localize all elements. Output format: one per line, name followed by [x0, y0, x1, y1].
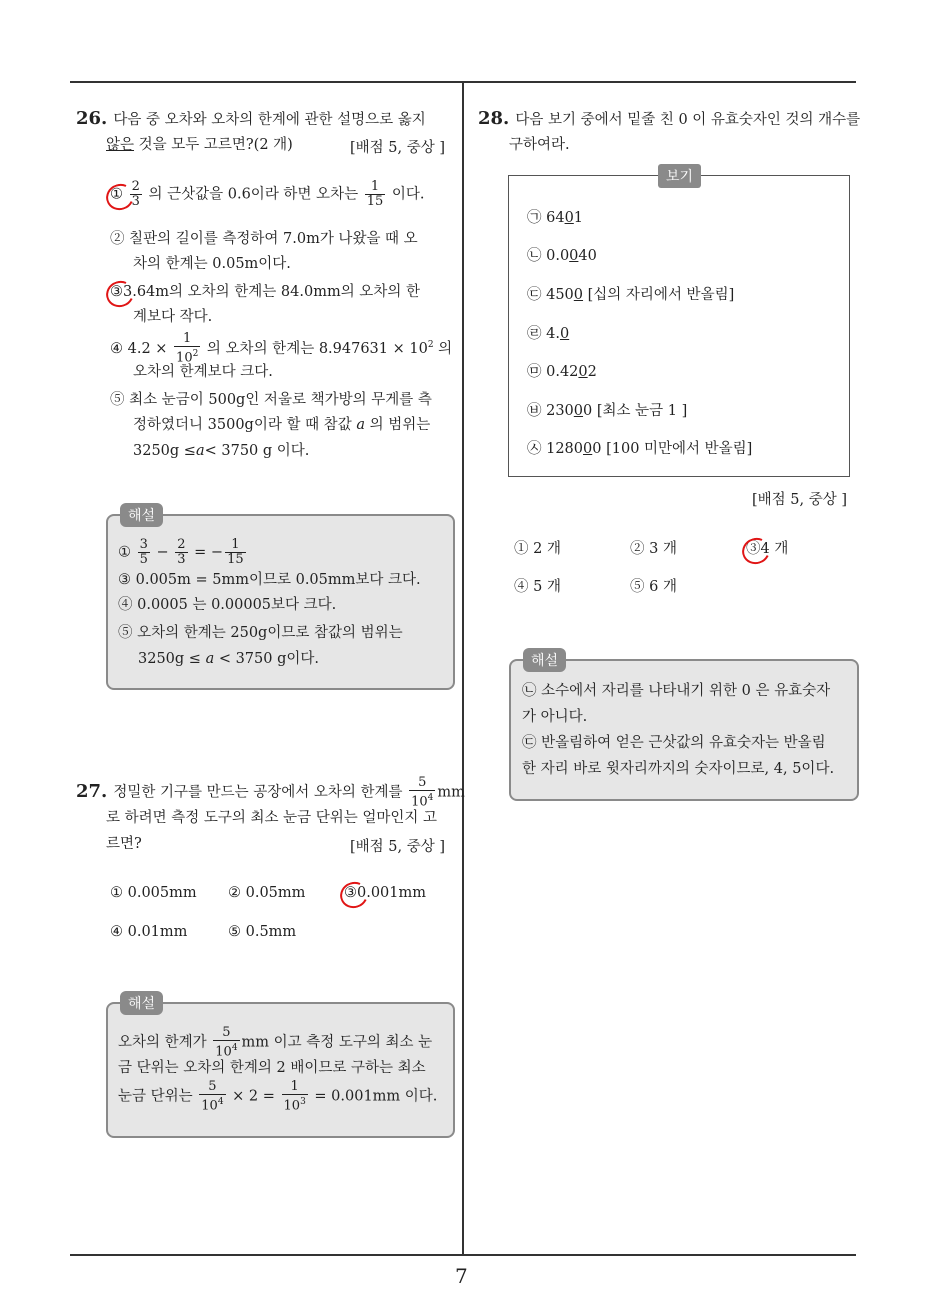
option-4[interactable]: ④ 5 개	[514, 579, 561, 595]
option-1[interactable]: ① $\frac{2}{3}$ 의 근삿값을 0.6이라 하면 오차는 $\frac{1}{15}$ 이다.	[110, 179, 425, 209]
fraction: $\frac{1}{15}$	[366, 179, 384, 209]
bogi-tag: 보기	[658, 164, 701, 188]
score-label: [배점 5, 중상 ]	[350, 839, 446, 855]
question-text: 다음 중 오차와 오차의 한계에 관한 설명으로 옳지	[113, 112, 426, 128]
solution-line: ㉢ 반올림하여 얻은 근삿값의 유효숫자는 반올림	[522, 735, 826, 751]
solution-line: ③ 0.005m = 5mm이므로 0.05mm보다 크다.	[118, 572, 421, 588]
solution-line: 가 아니다.	[522, 709, 588, 725]
solution-line: ⑤ 오차의 한계는 250g이므로 참값의 범위는	[118, 625, 403, 641]
page-number: 7	[455, 1264, 468, 1288]
question-number: 27.	[76, 780, 108, 802]
option-marker: ①	[110, 186, 123, 203]
option-1[interactable]: ① 2 개	[514, 541, 561, 557]
solution-tag: 해설	[120, 991, 163, 1015]
solution-tag: 해설	[120, 503, 163, 527]
column-divider	[462, 83, 464, 1255]
underlined-word: 않은	[106, 137, 135, 153]
option-marker: ③	[110, 284, 123, 300]
question-number: 28.	[478, 108, 510, 129]
bogi-item: ㉤ 0.4202	[527, 364, 597, 380]
option-1[interactable]: ① 0.005mm	[110, 885, 197, 901]
option-5[interactable]: ⑤ 최소 눈금이 500g인 저울로 책가방의 무게를 측	[110, 392, 432, 408]
bottom-rule	[70, 1254, 856, 1256]
option-2[interactable]: ② 0.05mm	[228, 885, 306, 901]
question-number: 26.	[76, 108, 108, 129]
bogi-item: ㉥ 23000 [최소 눈금 1 ]	[527, 403, 688, 419]
fraction: $\frac{1}{10^2}$	[176, 331, 199, 366]
solution-line: ㉡ 소수에서 자리를 나타내기 위한 0 은 유효숫자	[522, 683, 831, 699]
solution-tag: 해설	[523, 648, 566, 672]
bogi-item: ㉦ 128000 [100 미만에서 반올림]	[527, 441, 753, 457]
fraction: $\frac{5}{10^4}$	[411, 775, 434, 810]
solution-line: ④ 0.0005 는 0.00005보다 크다.	[118, 597, 337, 613]
score-label: [배점 5, 중상 ]	[752, 492, 848, 508]
option-2[interactable]: ② 3 개	[630, 541, 677, 557]
option-3[interactable]: ③0.001mm	[344, 885, 427, 901]
solution-line: 한 자리 바로 윗자리까지의 숫자이므로, 4, 5이다.	[522, 761, 835, 777]
option-4[interactable]: ④ 0.01mm	[110, 924, 188, 940]
option-2[interactable]: ② 칠판의 길이를 측정하여 7.0m가 나왔을 때 오	[110, 231, 418, 247]
question-text: 것을 모두 고르면?(2 개)	[134, 137, 293, 153]
bogi-item: ㉡ 0.0040	[527, 248, 597, 264]
option-3[interactable]: ③4 개	[746, 541, 789, 557]
bogi-item: ㉢ 4500 [십의 자리에서 반올림]	[527, 287, 735, 303]
option-3[interactable]: ③3.64m의 오차의 한계는 84.0mm의 오차의 한	[110, 284, 420, 300]
bogi-item: ㉣ 4.0	[527, 326, 570, 342]
solution-line: 금 단위는 오차의 한계의 2 배이므로 구하는 최소	[118, 1060, 426, 1076]
option-4[interactable]: ④ 4.2 × $\frac{1}{10^2}$ 의 오차의 한계는 $8.947631 \times 10^2$ 의	[110, 331, 453, 366]
bogi-item: ㉠ 6401	[527, 210, 584, 226]
score-label: [배점 5, 중상 ]	[350, 140, 446, 156]
fraction: $\frac{2}{3}$	[131, 179, 140, 209]
option-5[interactable]: ⑤ 0.5mm	[228, 924, 297, 940]
option-5[interactable]: ⑤ 6 개	[630, 579, 677, 595]
